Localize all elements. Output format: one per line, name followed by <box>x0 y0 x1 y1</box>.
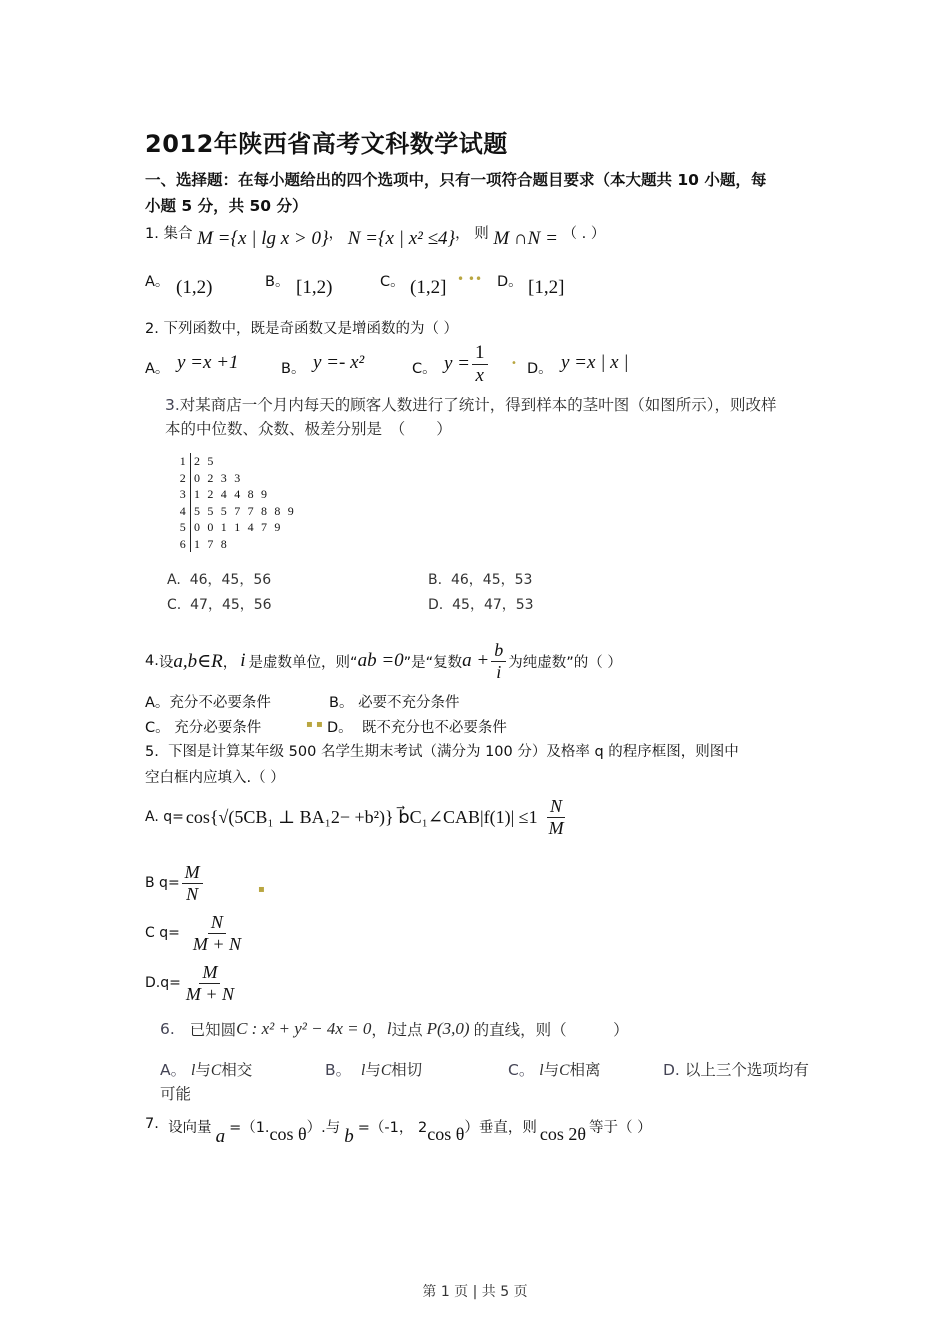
page-footer: 第 1 页 | 共 5 页 <box>422 1284 528 1300</box>
q5-option-d <box>145 962 239 1004</box>
leaves: 1 7 8 <box>194 536 229 551</box>
option-value: 相离 <box>569 1061 601 1079</box>
stem-leaf-row <box>178 470 296 487</box>
question-text: 设 <box>158 654 174 671</box>
math-c: C <box>380 1062 392 1079</box>
numerator: N <box>208 912 226 934</box>
option-value: 46，45，53 <box>450 572 533 588</box>
q1-option-b <box>265 270 289 291</box>
option-label: A。 <box>145 695 170 711</box>
question-number: 6. <box>160 1020 175 1038</box>
q2-option-c-label: C。 <box>412 361 437 377</box>
option-label: A。 <box>145 274 170 290</box>
q2-option-b-value: y =- x² <box>313 352 365 373</box>
question-text: 已知圆 <box>189 1021 237 1039</box>
question-text: 下列函数中，既是奇函数又是增函数的为（ ） <box>163 321 459 337</box>
option-label: D. <box>428 597 444 613</box>
stem-leaf-row <box>178 453 296 470</box>
q2-option-d-value: y =x | x | <box>561 352 629 373</box>
question-text: ， <box>222 654 238 671</box>
question-7 <box>145 1116 652 1147</box>
option-label: D.q= <box>145 975 181 992</box>
option-value: 以上三个选项均有 <box>684 1061 809 1079</box>
option-label: B q= <box>145 875 180 892</box>
question-text: 下图是计算某年级 500 名学生期末考试（满分为 100 分）及格率 q 的程序框图，则图中 <box>168 744 739 760</box>
option-value: 45，47，53 <box>452 597 534 613</box>
leaves: 0 2 3 3 <box>194 470 243 485</box>
question-number: 1. <box>145 226 159 242</box>
stem: 6 <box>178 536 191 553</box>
numerator: M <box>199 962 220 984</box>
separator: ， <box>455 226 470 242</box>
stem-leaf-plot <box>178 453 296 552</box>
q1-option-c-value: (1,2] <box>410 277 447 298</box>
option-label: B。 <box>329 695 354 711</box>
option-text: 与 <box>365 1061 381 1079</box>
question-text: 设向量 <box>168 1120 212 1136</box>
option-text: 与 <box>543 1061 560 1079</box>
option-label: D。 <box>327 720 353 736</box>
q2-option-d-label: D。 <box>527 361 553 377</box>
math-set-n: N ={x | x² ≤4} <box>347 228 456 249</box>
stem: 1 <box>178 453 191 470</box>
stem: 5 <box>178 519 191 536</box>
leaves: 5 5 5 7 7 8 8 9 <box>194 503 296 518</box>
stem-leaf-row <box>178 486 296 503</box>
math-expr: i <box>240 650 246 672</box>
q6-option-c <box>508 1058 600 1080</box>
math-expr: a + <box>462 650 490 672</box>
q1-option-a <box>145 270 169 291</box>
document-title: 2012年陕西省高考文科数学试题 <box>145 130 508 158</box>
stem: 2 <box>178 470 191 487</box>
q1-option-d <box>497 270 523 291</box>
option-label: B。 <box>265 274 290 290</box>
separator: ， <box>328 226 344 242</box>
question-text: 为纯虚数”的（ ） <box>508 654 622 671</box>
math-expr: ab =0 <box>357 650 404 672</box>
question-number: 3. <box>165 396 180 414</box>
decorative-dot: ▪ <box>258 884 265 895</box>
option-value: 47，45，56 <box>190 597 272 613</box>
question-number: 4. <box>145 653 159 670</box>
option-value: 充分不必要条件 <box>169 695 271 711</box>
denominator: i <box>496 661 502 682</box>
question-text: =（1. <box>229 1120 270 1136</box>
question-text: ）.与 <box>306 1120 341 1136</box>
q4-option-b <box>329 691 460 712</box>
option-label: A. q= <box>145 809 184 826</box>
math-c: C <box>559 1062 570 1079</box>
q4-option-d <box>327 716 507 737</box>
option-label: C。 <box>508 1061 535 1079</box>
denominator: M + N <box>192 933 241 954</box>
leaves: 2 5 <box>194 454 216 468</box>
denominator: N <box>186 883 199 904</box>
fraction <box>183 962 237 1004</box>
option-formula: cos{√(5CB₁ ⊥ BA₁2− +b²)} b⃗C₁∠CAB|f(1)| ≤1 <box>185 806 538 827</box>
question-6 <box>160 1018 629 1040</box>
math-l: l <box>361 1062 366 1079</box>
q1-option-c <box>380 270 405 291</box>
option-label: C q= <box>145 925 180 942</box>
q3-option-b <box>428 569 532 589</box>
q5-option-a <box>145 796 569 838</box>
question-1 <box>145 222 606 249</box>
q6-option-d <box>663 1058 809 1080</box>
vector-a: a <box>215 1126 226 1147</box>
q4-option-a <box>145 691 271 712</box>
option-value: 既不充分也不必要条件 <box>361 720 507 736</box>
q6-option-a <box>160 1058 252 1080</box>
math-l: l <box>539 1062 544 1079</box>
decorative-dots: • •• <box>457 272 483 286</box>
option-label: A. <box>167 572 181 588</box>
option-label: B。 <box>325 1061 352 1079</box>
option-value: 46，45，56 <box>189 572 272 588</box>
stem-leaf-row <box>178 519 296 536</box>
math-intersection: M ∩N = <box>493 228 558 249</box>
q1-option-b-value: [1,2) <box>296 277 333 298</box>
math-l: l <box>191 1062 196 1079</box>
numerator: M <box>182 862 203 884</box>
q5-option-c <box>145 912 246 954</box>
option-label: D。 <box>497 274 523 290</box>
fraction <box>472 342 488 387</box>
question-text: ”是“复数 <box>403 654 463 671</box>
question-text: ）垂直，则 <box>464 1120 537 1136</box>
question-text: 是虚数单位，则“ <box>248 654 358 671</box>
denominator: x <box>475 364 484 386</box>
q4-option-c <box>145 716 261 737</box>
math-c: C <box>210 1062 222 1079</box>
question-text: =（-1， 2 <box>357 1120 428 1136</box>
option-value: 充分必要条件 <box>174 720 262 736</box>
option-label: C. <box>167 597 182 613</box>
stem-leaf-row <box>178 536 296 553</box>
math-expr: C : x² + y² − 4x = 0 <box>236 1019 372 1038</box>
question-text: 集合 <box>163 226 193 242</box>
fraction <box>491 640 506 682</box>
question-text: 则 <box>474 226 489 242</box>
decorative-dot: • <box>511 358 517 369</box>
q6-option-b <box>325 1058 422 1080</box>
numerator: N <box>547 796 565 818</box>
math-expr: a,b∈R <box>173 650 223 672</box>
question-number: 7. <box>145 1116 159 1132</box>
option-label: C。 <box>380 274 405 290</box>
answer-paren: （ . ） <box>562 226 606 242</box>
q5-option-b <box>145 862 205 904</box>
stem: 3 <box>178 486 191 503</box>
option-value: 必要不充分条件 <box>358 695 460 711</box>
numerator: b <box>491 640 506 662</box>
leaves: 0 0 1 1 4 7 9 <box>194 520 283 534</box>
section-header-line2: 小题 5 分，共 50 分） <box>145 197 308 215</box>
question-number: 2. <box>145 321 159 337</box>
stem: 4 <box>178 503 191 520</box>
q3-option-c <box>167 594 272 614</box>
option-label: D. <box>663 1061 680 1079</box>
stem-leaf-row <box>178 503 296 520</box>
decorative-dots: ▪ ▪ <box>306 719 323 730</box>
question-5-line1 <box>145 740 739 761</box>
math-expr: l <box>386 1019 392 1038</box>
numerator: 1 <box>472 342 488 365</box>
question-5-line2: 空白框内应填入.（ ） <box>145 770 285 786</box>
q1-option-a-value: (1,2) <box>176 277 213 298</box>
q1-option-d-value: [1,2] <box>528 277 565 298</box>
q3-option-d <box>428 594 534 614</box>
math-expr: P(3,0) <box>426 1019 470 1038</box>
math-set-m: M ={x | lg x > 0} <box>197 228 329 249</box>
option-label: C。 <box>145 720 170 736</box>
question-text: ， <box>371 1021 387 1039</box>
q2-option-b-label: B。 <box>281 361 306 377</box>
denominator: M <box>548 817 564 838</box>
question-3-line1 <box>165 393 777 415</box>
option-text: 与 <box>195 1061 211 1079</box>
math-cos-theta: cos θ <box>427 1124 465 1144</box>
q3-option-a <box>167 569 271 589</box>
vector-b: b <box>344 1126 354 1147</box>
option-value: 相交 <box>221 1061 253 1079</box>
q2-option-a-label: A。 <box>145 361 170 377</box>
q6-option-d-line2: 可能 <box>160 1085 192 1103</box>
q2-option-a-value: y =x +1 <box>177 352 239 373</box>
question-text: 的直线，则（ ） <box>473 1021 629 1039</box>
section-header-line1: 一、选择题：在每小题给出的四个选项中，只有一项符合题目要求（本大题共 10 小题，每 <box>145 171 767 189</box>
fraction <box>546 796 567 838</box>
question-number: 5. <box>145 744 159 760</box>
option-label: B. <box>428 572 443 588</box>
leaves: 1 2 4 4 8 9 <box>194 487 270 501</box>
fraction <box>182 862 203 904</box>
question-text: 等于（ ） <box>588 1120 652 1136</box>
q2-option-c-value <box>444 342 490 387</box>
math-prefix: y = <box>444 353 471 375</box>
option-value: 相切 <box>391 1061 423 1079</box>
question-text: 对某商店一个月内每天的顾客人数进行了统计，得到样本的茎叶图（如图所示），则改样 <box>179 396 777 414</box>
fraction <box>190 912 244 954</box>
question-2 <box>145 317 458 338</box>
math-cos-2theta: cos 2θ <box>539 1124 586 1144</box>
option-label: A。 <box>160 1061 187 1079</box>
question-text: 过点 <box>391 1021 423 1039</box>
question-4 <box>145 640 622 682</box>
denominator: M + N <box>185 983 235 1004</box>
math-cos-theta: cos θ <box>269 1124 307 1144</box>
question-3-line2: 本的中位数、众数、极差分别是 （ ） <box>165 420 452 438</box>
